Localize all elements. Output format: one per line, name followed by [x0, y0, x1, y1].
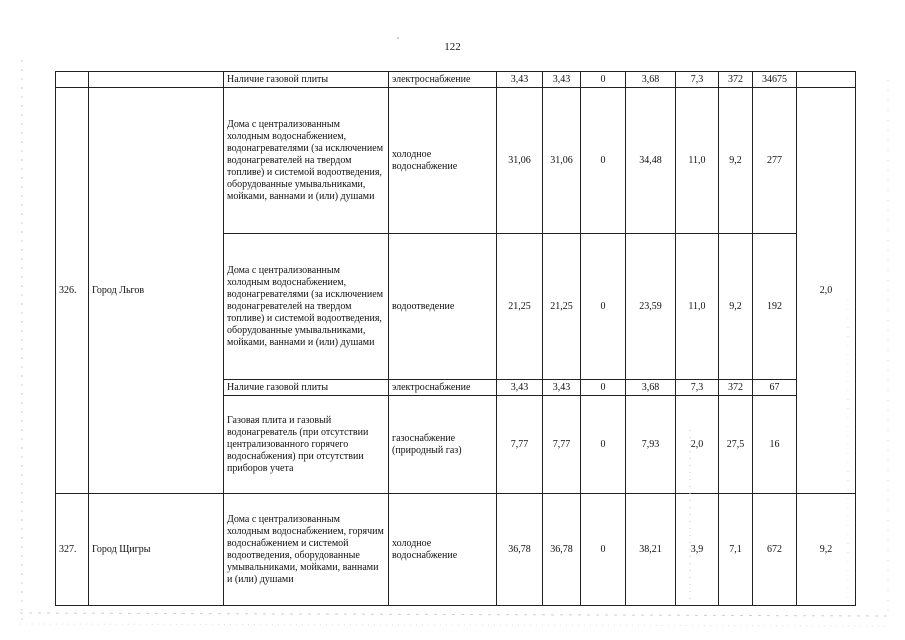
value-cell: 3,43: [497, 380, 543, 396]
extra-cell: [797, 72, 856, 88]
value-cell: 36,78: [497, 494, 543, 606]
extra-cell: 9,2: [797, 494, 856, 606]
value-cell: 21,25: [543, 234, 581, 380]
value-cell: 2,0: [676, 396, 719, 494]
value-cell: 7,77: [543, 396, 581, 494]
value-cell: 0: [581, 234, 626, 380]
description-cell: Наличие газовой плиты: [224, 380, 389, 396]
page-number: 122: [444, 41, 461, 53]
value-cell: 672: [753, 494, 797, 606]
row-index-cell: [56, 72, 89, 88]
value-cell: 11,0: [676, 88, 719, 234]
extra-cell: 2,0: [797, 88, 856, 494]
value-cell: 3,43: [497, 72, 543, 88]
value-cell: 0: [581, 396, 626, 494]
description-cell: Дома с централизованным холодным водоснабжением, водонагревателями (за исключением водонагревателей на твердом топливе) и системой водоотведения, оборудованные умывальниками, мойками, ваннами и (или) душами: [224, 88, 389, 234]
value-cell: 7,77: [497, 396, 543, 494]
value-cell: 3,43: [543, 380, 581, 396]
table-row: [56, 88, 856, 234]
value-cell: 277: [753, 88, 797, 234]
value-cell: 11,0: [676, 234, 719, 380]
value-cell: 9,2: [719, 234, 753, 380]
value-cell: 9,2: [719, 88, 753, 234]
description-cell: Наличие газовой плиты: [224, 72, 389, 88]
value-cell: 31,06: [497, 88, 543, 234]
description-cell: Дома с централизованным холодным водоснабжением, горячим водоснабжением и системой водоотведения, оборудованные умывальниками, мойками, ваннами и (или) душами: [224, 494, 389, 606]
description-cell: Дома с централизованным холодным водоснабжением, водонагревателями (за исключением водонагревателей на твердом топливе) и системой водоотведения, оборудованные умывальниками, мойками, ваннами и (или) душами: [224, 234, 389, 380]
value-cell: 192: [753, 234, 797, 380]
service-cell: холодное водоснабжение: [389, 494, 497, 606]
value-cell: 372: [719, 72, 753, 88]
description-cell: Газовая плита и газовый водонагреватель (при отсутствии централизованного горячего водоснабжения) при отсутствии приборов учета: [224, 396, 389, 494]
value-cell: 3,43: [543, 72, 581, 88]
value-cell: 67: [753, 380, 797, 396]
service-cell: электроснабжение: [389, 72, 497, 88]
city-cell: Город Льгов: [89, 88, 224, 494]
value-cell: 7,1: [719, 494, 753, 606]
value-cell: 23,59: [626, 234, 676, 380]
value-cell: 34675: [753, 72, 797, 88]
value-cell: 0: [581, 494, 626, 606]
tariff-table: [55, 71, 856, 606]
value-cell: 38,21: [626, 494, 676, 606]
value-cell: 372: [719, 380, 753, 396]
value-cell: 7,3: [676, 380, 719, 396]
table-row: [56, 494, 856, 606]
value-cell: 16: [753, 396, 797, 494]
value-cell: 3,9: [676, 494, 719, 606]
city-cell: [89, 72, 224, 88]
value-cell: 3,68: [626, 380, 676, 396]
row-index-cell: 326.: [56, 88, 89, 494]
value-cell: 36,78: [543, 494, 581, 606]
value-cell: 21,25: [497, 234, 543, 380]
value-cell: 31,06: [543, 88, 581, 234]
value-cell: 7,93: [626, 396, 676, 494]
city-cell: Город Щигры: [89, 494, 224, 606]
service-cell: холодное водоснабжение: [389, 88, 497, 234]
value-cell: 7,3: [676, 72, 719, 88]
row-index-cell: 327.: [56, 494, 89, 606]
value-cell: 27,5: [719, 396, 753, 494]
value-cell: 0: [581, 380, 626, 396]
value-cell: 0: [581, 88, 626, 234]
service-cell: водоотведение: [389, 234, 497, 380]
value-cell: 0: [581, 72, 626, 88]
table-row: [56, 72, 856, 88]
value-cell: 34,48: [626, 88, 676, 234]
service-cell: газоснабжение (природный газ): [389, 396, 497, 494]
service-cell: электроснабжение: [389, 380, 497, 396]
value-cell: 3,68: [626, 72, 676, 88]
